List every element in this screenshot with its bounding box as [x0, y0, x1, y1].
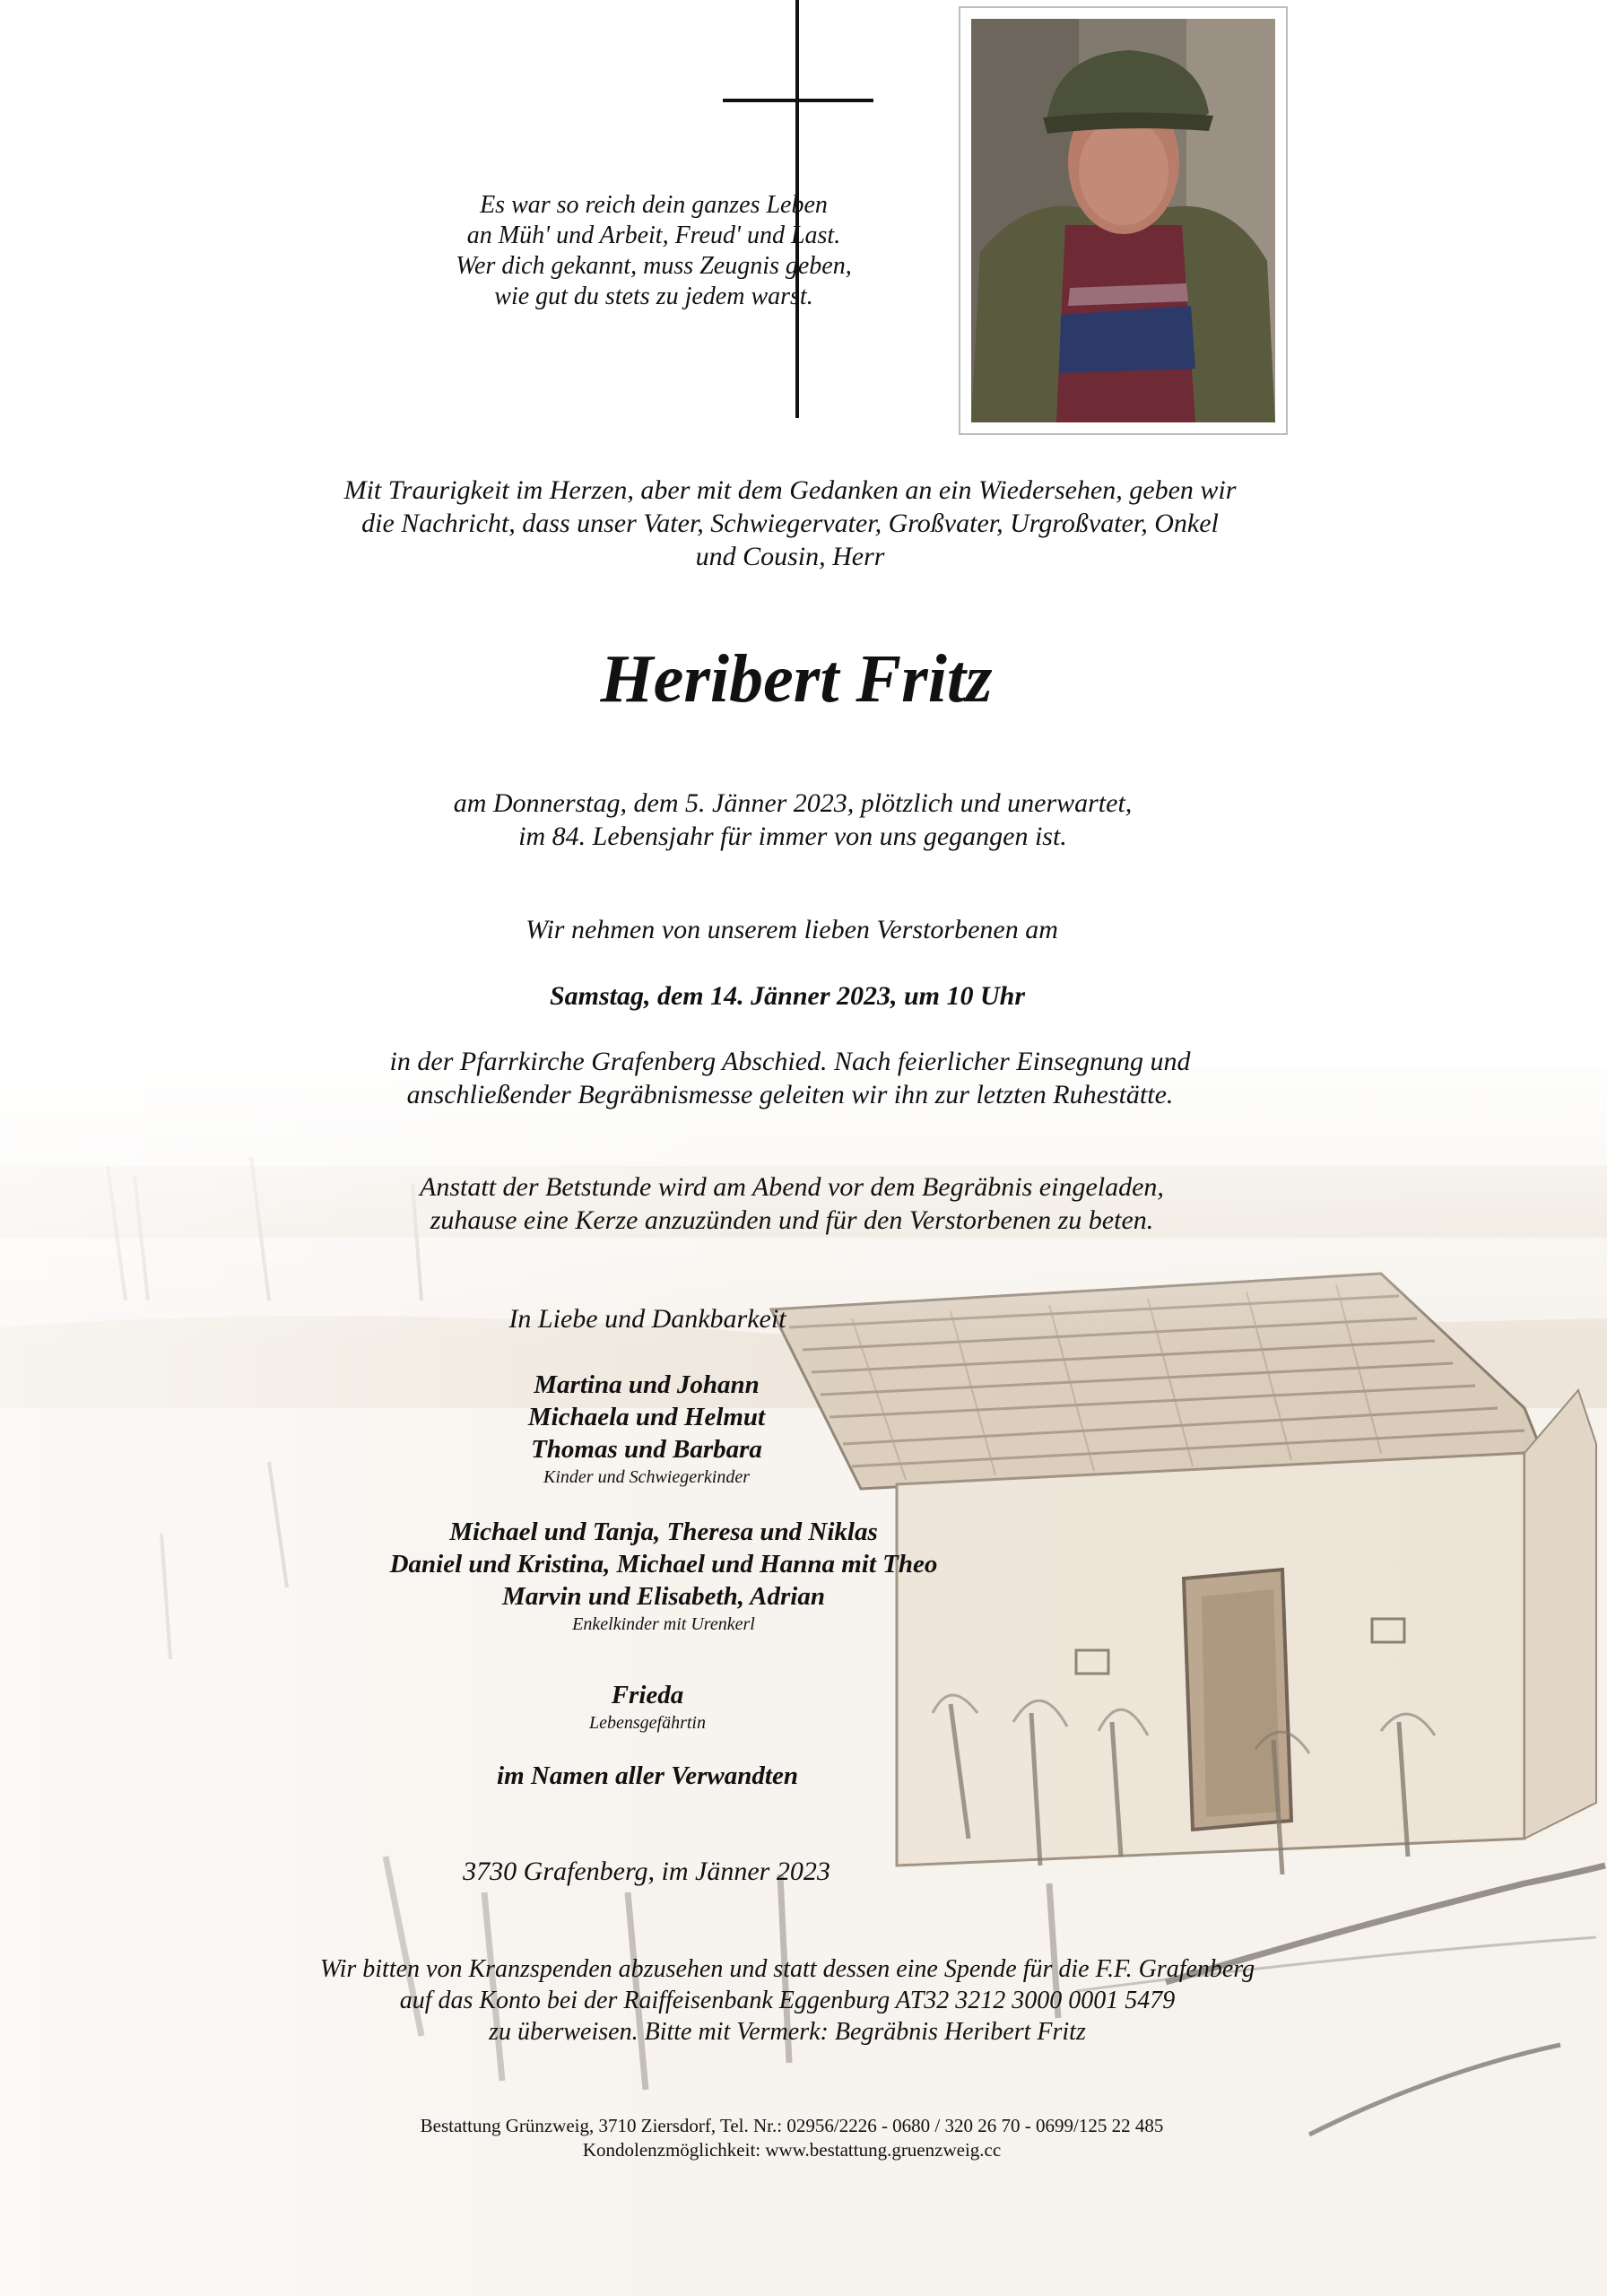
deceased-name: Heribert Fritz: [600, 641, 993, 717]
grandchildren-line: Michael und Tanja, Theresa und Niklas: [449, 1518, 878, 1546]
death-line: am Donnerstag, dem 5. Jänner 2023, plötzlich und unerwartet,: [453, 788, 1133, 818]
poem-line: Es war so reich dein ganzes Leben: [480, 191, 828, 219]
funeral-home-footer: [0, 2114, 1595, 2162]
partner-name: Frieda: [611, 1681, 684, 1709]
intro-line: die Nachricht, dass unser Vater, Schwiegervater, Großvater, Urgroßvater, Onkel: [361, 509, 1219, 538]
condolence-link: Kondolenzmöglichkeit: www.bestattung.gruenzweig.cc: [582, 2139, 1002, 2161]
child-couple: Thomas und Barbara: [531, 1435, 762, 1464]
grandchildren-label: Enkelkinder mit Urenkerl: [572, 1614, 755, 1634]
child-couple: Martina und Johann: [534, 1370, 760, 1399]
children-block: [0, 1369, 1450, 1489]
grandchildren-line: Daniel und Kristina, Michael und Hanna mit Theo: [389, 1550, 938, 1578]
intro-line: und Cousin, Herr: [695, 542, 885, 571]
poem-line: an Müh' und Arbeit, Freud' und Last.: [466, 222, 841, 249]
prayer-line: zuhause eine Kerze anzuzünden und für den Verstorbenen zu beten.: [430, 1205, 1154, 1235]
donation-request: [0, 1953, 1591, 2048]
poem-line: Wer dich gekannt, muss Zeugnis geben,: [456, 252, 852, 280]
relatives-note: im Namen aller Verwandten: [497, 1761, 798, 1790]
death-line: im 84. Lebensjahr für immer von uns gegangen ist.: [518, 822, 1067, 851]
partner-block: [0, 1679, 1451, 1735]
partner-label: Lebensgefährtin: [589, 1713, 706, 1733]
farewell-intro: Wir nehmen von unserem lieben Verstorbenen am: [526, 915, 1058, 944]
death-details: [0, 787, 1596, 853]
prayer-note: [0, 1170, 1595, 1237]
ceremony-line: anschließender Begräbnismesse geleiten wir ihn zur letzten Ruhestätte.: [406, 1080, 1174, 1109]
place-and-date: 3730 Grafenberg, im Jänner 2023: [463, 1857, 830, 1886]
cross-horizontal-bar: [723, 99, 873, 102]
grandchildren-block: [0, 1516, 1467, 1636]
ceremony-line: in der Pfarrkirche Grafenberg Abschied. Nach feierlicher Einsegnung und: [389, 1047, 1191, 1076]
prayer-line: Anstatt der Betstunde wird am Abend vor dem Begräbnis eingeladen,: [420, 1172, 1164, 1202]
funeral-date: Samstag, dem 14. Jänner 2023, um 10 Uhr: [549, 981, 1026, 1011]
memorial-poem: [0, 190, 1457, 312]
intro-line: Mit Traurigkeit im Herzen, aber mit dem Gedanken an ein Wiedersehen, geben wir: [343, 475, 1237, 505]
funeral-home-contact: Bestattung Grünzweig, 3710 Ziersdorf, Tel. Nr.: 02956/2226 - 0680 / 320 26 70 - 0699/125 22 485: [420, 2115, 1164, 2136]
ceremony-details: [0, 1045, 1594, 1111]
child-couple: Michaela und Helmut: [527, 1403, 766, 1431]
announcement-intro: [0, 474, 1594, 573]
greeting: In Liebe und Dankbarkeit: [508, 1304, 786, 1334]
children-label: Kinder und Schwiegerkinder: [543, 1467, 750, 1487]
grandchildren-line: Marvin und Elisabeth, Adrian: [502, 1582, 825, 1611]
donation-line: zu überweisen. Bitte mit Vermerk: Begräbnis Heribert Fritz: [489, 2018, 1086, 2046]
donation-line: auf das Konto bei der Raiffeisenbank Eggenburg AT32 3212 3000 0001 5479: [399, 1987, 1176, 2014]
poem-line: wie gut du stets zu jedem warst.: [494, 283, 813, 310]
donation-line: Wir bitten von Kranzspenden abzusehen und statt dessen eine Spende für die F.F. Grafenberg: [319, 1955, 1255, 1983]
